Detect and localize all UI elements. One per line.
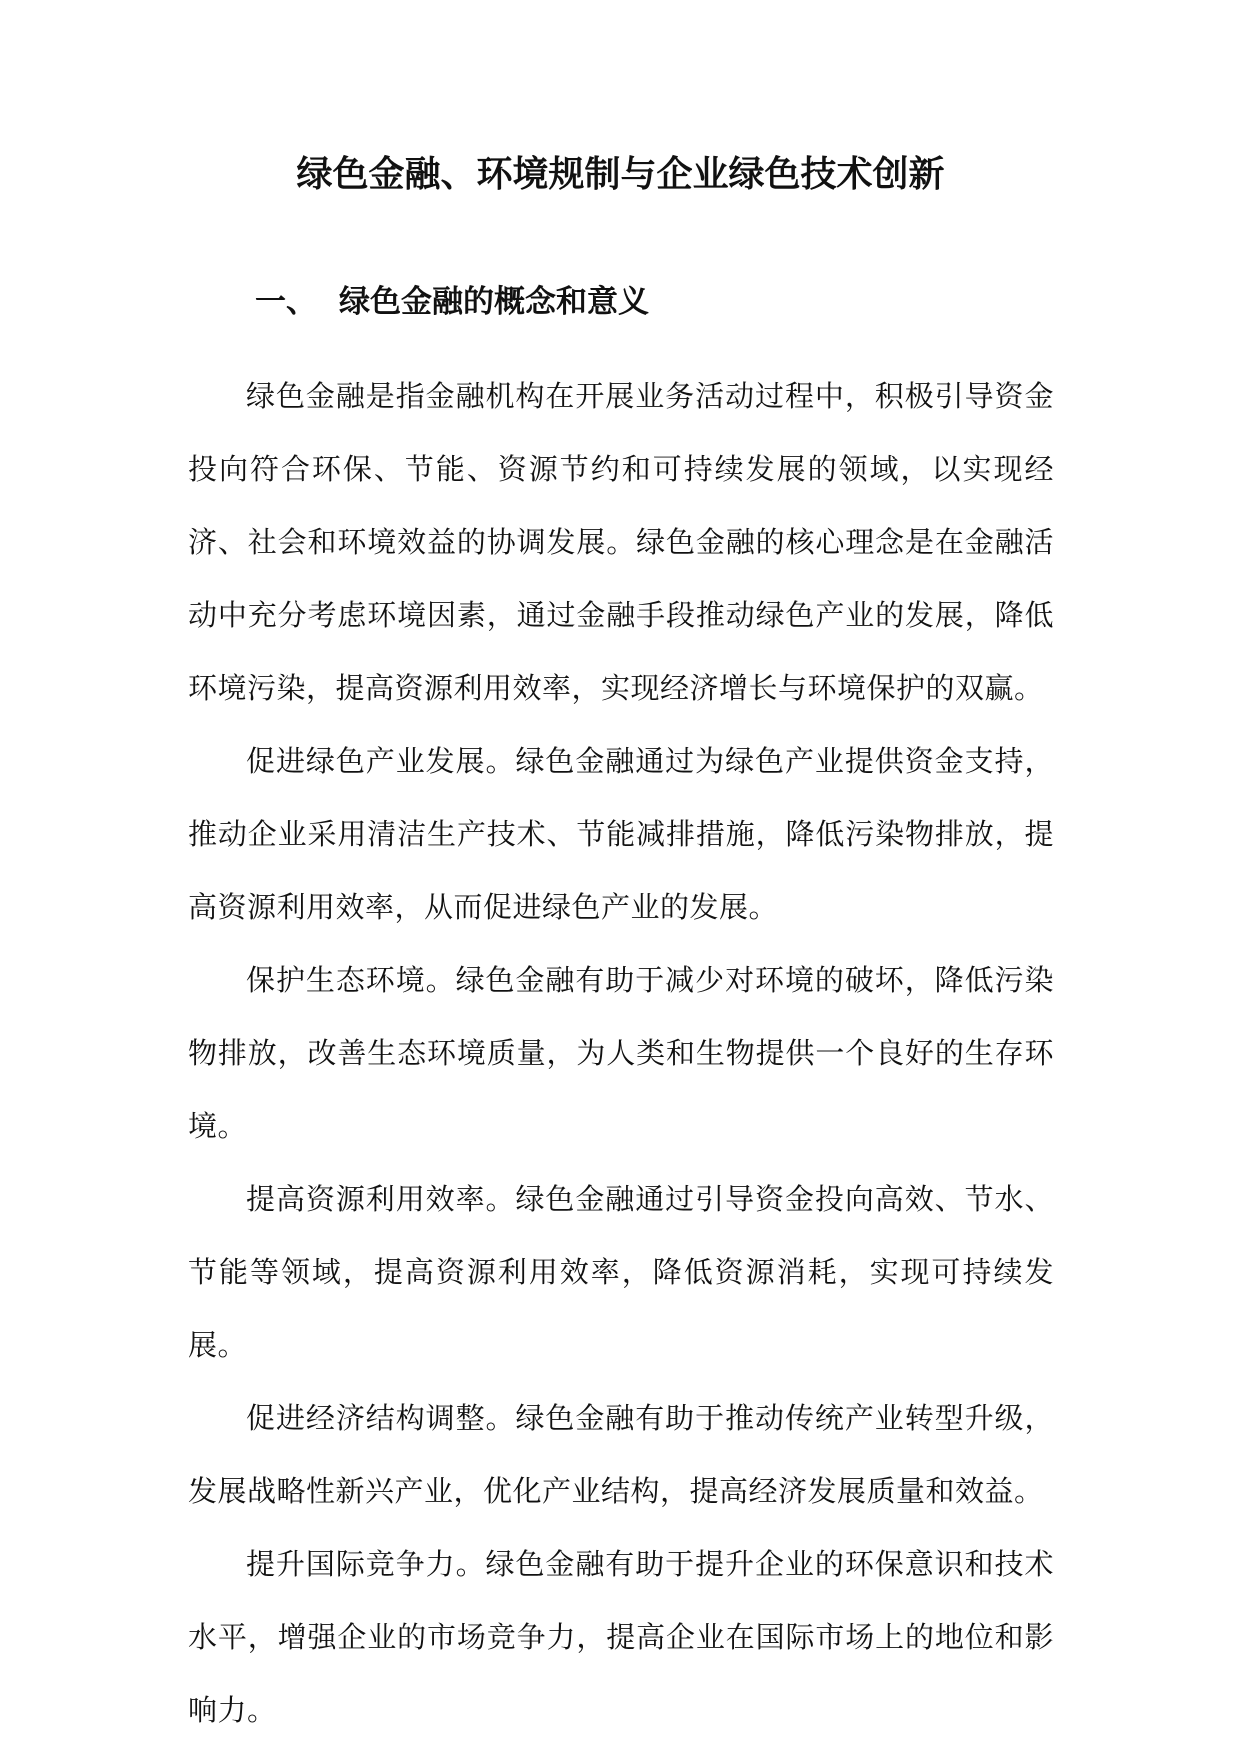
paragraph-definition: 绿色金融是指金融机构在开展业务活动过程中，积极引导资金投向符合环保、节能、资源节约和可持续发展的领域，以实现经济、社会和环境效益的协调发展。绿色金融的核心理念是在金融活动中充分考虑环境因素，通过金融手段推动绿色产业的发展，降低环境污染，提高资源利用效率，实现经济增长与环境保护的双赢。	[188, 379, 1054, 705]
paragraph-economic-structure: 促进经济结构调整。绿色金融有助于推动传统产业转型升级，发展战略性新兴产业，优化产业结构，提高经济发展质量和效益。	[188, 1401, 1054, 1508]
section-heading-text: 绿色金融的概念和意义	[339, 284, 649, 320]
section-number: 一、	[255, 284, 317, 320]
paragraph-resource-efficiency: 提高资源利用效率。绿色金融通过引导资金投向高效、节水、节能等领域，提高资源利用效率，降低资源消耗，实现可持续发展。	[188, 1182, 1054, 1362]
document-title: 绿色金融、环境规制与企业绿色技术创新	[296, 154, 945, 195]
paragraph-ecology: 保护生态环境。绿色金融有助于减少对环境的破坏，降低污染物排放，改善生态环境质量，为人类和生物提供一个良好的生存环境。	[188, 963, 1054, 1143]
section-heading	[255, 280, 649, 324]
body-text	[188, 360, 1054, 1747]
paragraph-competitiveness: 提升国际竞争力。绿色金融有助于提升企业的环保意识和技术水平，增强企业的市场竞争力，提高企业在国际市场上的地位和影响力。	[188, 1547, 1054, 1727]
paragraph-green-industry: 促进绿色产业发展。绿色金融通过为绿色产业提供资金支持，推动企业采用清洁生产技术、节能减排措施，降低污染物排放，提高资源利用效率，从而促进绿色产业的发展。	[188, 744, 1054, 924]
